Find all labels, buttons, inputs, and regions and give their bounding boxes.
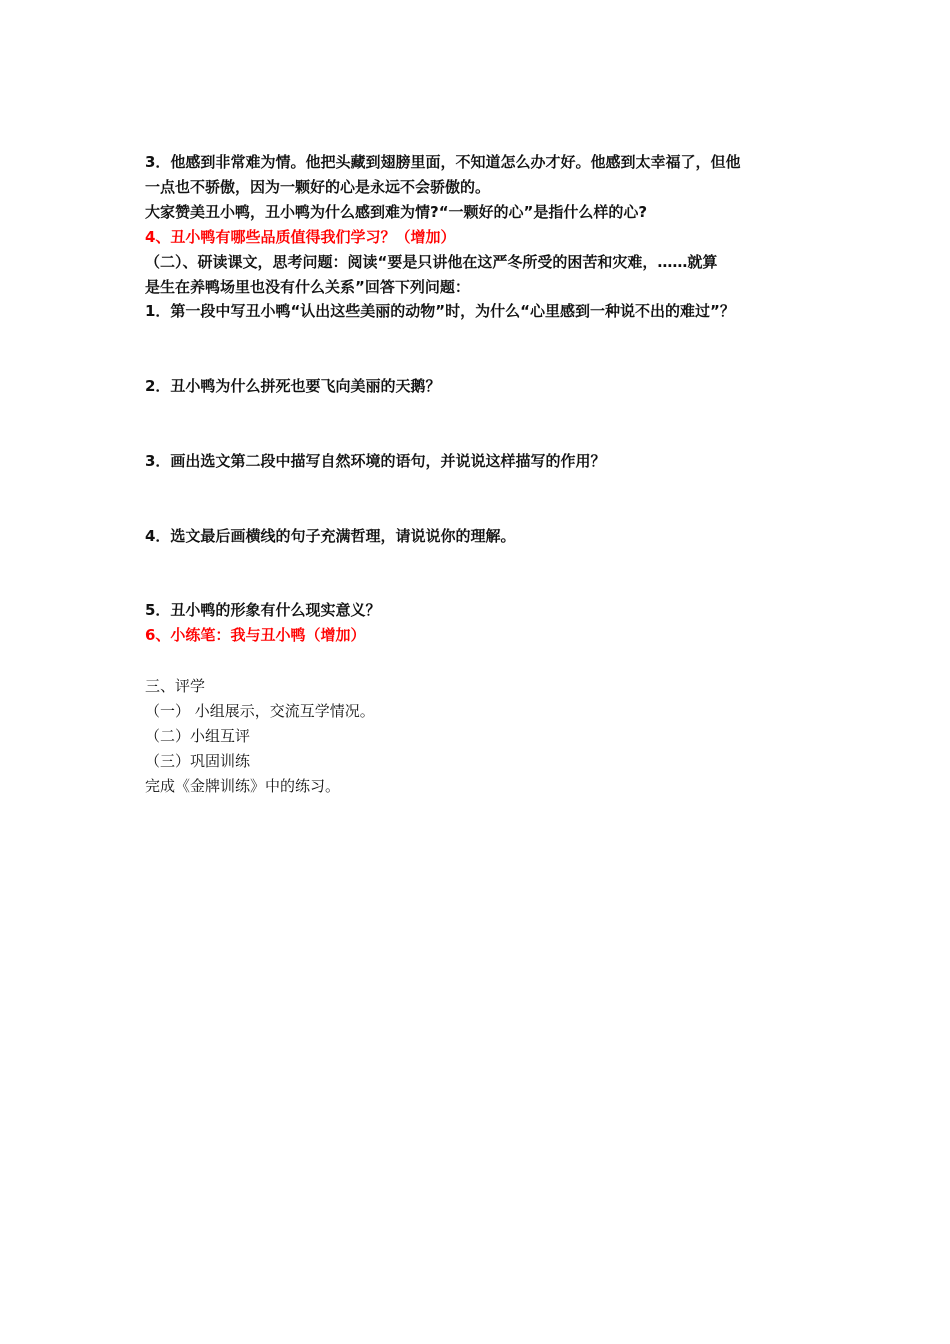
section-three-item-3: （三）巩固训练 bbox=[145, 752, 251, 770]
study-question-6-added: 6、小练笔：我与丑小鸭（增加） bbox=[145, 626, 366, 644]
section-three-item-2: （二）小组互评 bbox=[145, 727, 251, 745]
study-intro-line2: 是生在养鸭场里也没有什么关系”回答下列问题： bbox=[145, 278, 470, 296]
study-question-2: 2．丑小鸭为什么拼死也要飞向美丽的天鹅？ bbox=[145, 377, 441, 395]
section-three-item-4: 完成《金牌训练》中的练习。 bbox=[145, 777, 341, 795]
q3-passage-line1: 3．他感到非常难为情。他把头藏到翅膀里面，不知道怎么办才好。他感到太幸福了，但他 bbox=[145, 153, 741, 171]
study-question-1: 1．第一段中写丑小鸭“认出这些美丽的动物”时，为什么“心里感到一种说不出的难过”？ bbox=[145, 302, 735, 320]
study-intro-line1: （二）、研读课文，思考问题：阅读“要是只讲他在这严冬所受的困苦和灾难，……就算 bbox=[145, 253, 718, 271]
section-three-item-1: （一） 小组展示，交流互学情况。 bbox=[145, 702, 375, 720]
q4-added-question: 4、丑小鸭有哪些品质值得我们学习？（增加） bbox=[145, 228, 456, 246]
study-question-4: 4．选文最后画横线的句子充满哲理，请说说你的理解。 bbox=[145, 527, 516, 545]
q3-passage-line2: 一点也不骄傲，因为一颗好的心是永远不会骄傲的。 bbox=[145, 178, 491, 196]
study-question-3: 3．画出选文第二段中描写自然环境的语句，并说说这样描写的作用？ bbox=[145, 452, 606, 470]
section-three-heading: 三、评学 bbox=[145, 677, 206, 695]
study-question-5: 5．丑小鸭的形象有什么现实意义？ bbox=[145, 601, 381, 619]
q3-question: 大家赞美丑小鸭，丑小鸭为什么感到难为情?“一颗好的心”是指什么样的心? bbox=[145, 203, 648, 221]
